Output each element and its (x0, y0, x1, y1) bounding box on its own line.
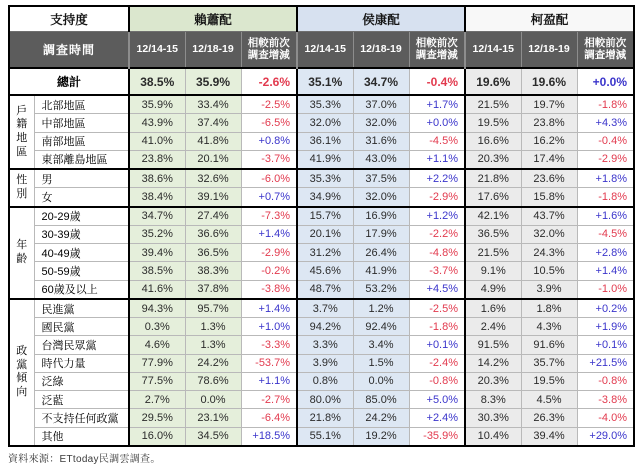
value-cell: 37.0% (353, 95, 409, 114)
delta-cell: +18.5% (241, 427, 297, 446)
value-cell: 37.4% (185, 114, 241, 132)
value-cell: 20.3% (465, 372, 521, 390)
value-cell: 16.9% (353, 207, 409, 226)
table-row (9, 409, 634, 427)
value-cell: 16.2% (521, 132, 577, 150)
value-cell: 35.2% (129, 225, 185, 243)
delta-cell: +1.7% (409, 95, 465, 114)
delta-cell: -4.8% (409, 244, 465, 262)
delta-cell: +1.1% (409, 150, 465, 169)
row-label: 中部地區 (34, 114, 129, 132)
value-cell: 36.5% (465, 225, 521, 243)
value-cell: 1.3% (185, 336, 241, 354)
value-cell: 21.8% (465, 169, 521, 188)
table-row (9, 318, 634, 336)
delta-cell: -1.8% (409, 318, 465, 336)
value-cell: 34.5% (185, 427, 241, 446)
delta-cell: +2.8% (577, 244, 634, 262)
row-label: 民進黨 (34, 299, 129, 318)
delta-col-header: 相較前次調查增減 (241, 31, 297, 68)
value-cell: 41.8% (185, 132, 241, 150)
value-cell: 14.2% (465, 354, 521, 372)
delta-cell: +1.1% (241, 372, 297, 390)
delta-cell: +4.3% (577, 114, 634, 132)
value-cell: 20.1% (297, 225, 353, 243)
delta-cell: +2.2% (409, 169, 465, 188)
value-cell: 19.2% (353, 427, 409, 446)
value-cell: 92.4% (353, 318, 409, 336)
table-row (9, 391, 634, 409)
table-row (9, 244, 634, 262)
value-cell: 17.4% (521, 150, 577, 169)
row-label: 泛綠 (34, 372, 129, 390)
value-cell: 27.4% (185, 207, 241, 226)
delta-cell: -1.8% (577, 95, 634, 114)
value-cell: 38.5% (129, 68, 185, 95)
delta-cell: -6.4% (241, 409, 297, 427)
value-cell: 32.0% (521, 225, 577, 243)
value-cell: 32.0% (297, 114, 353, 132)
value-cell: 3.3% (297, 336, 353, 354)
value-cell: 24.2% (353, 409, 409, 427)
value-cell: 35.1% (297, 68, 353, 95)
value-cell: 91.6% (521, 336, 577, 354)
value-cell: 43.9% (129, 114, 185, 132)
value-cell: 21.5% (465, 95, 521, 114)
value-cell: 36.5% (185, 244, 241, 262)
value-cell: 32.6% (185, 169, 241, 188)
value-cell: 39.1% (185, 188, 241, 207)
row-label: 20-29歲 (34, 207, 129, 226)
delta-cell: -0.8% (577, 372, 634, 390)
value-cell: 17.9% (353, 225, 409, 243)
value-cell: 77.5% (129, 372, 185, 390)
delta-cell: -2.6% (241, 68, 297, 95)
value-cell: 21.5% (465, 244, 521, 262)
value-cell: 38.5% (129, 262, 185, 280)
group-label-gender: 性別 (9, 169, 34, 207)
delta-cell: -6.5% (241, 114, 297, 132)
value-cell: 43.7% (521, 207, 577, 226)
delta-cell: +1.4% (577, 262, 634, 280)
row-label: 時代力量 (34, 354, 129, 372)
value-cell: 1.5% (353, 354, 409, 372)
group-label-age: 年齡 (9, 207, 34, 299)
value-cell: 32.0% (353, 114, 409, 132)
value-cell: 3.7% (297, 299, 353, 318)
value-cell: 29.5% (129, 409, 185, 427)
value-cell: 36.1% (297, 132, 353, 150)
support-rate-header: 支持度 (9, 6, 129, 31)
delta-cell: +1.6% (577, 207, 634, 226)
value-cell: 0.3% (129, 318, 185, 336)
value-cell: 1.2% (353, 299, 409, 318)
value-cell: 20.1% (185, 150, 241, 169)
value-cell: 16.6% (465, 132, 521, 150)
value-cell: 78.6% (185, 372, 241, 390)
table-row (9, 427, 634, 446)
delta-cell: +0.1% (577, 336, 634, 354)
value-cell: 19.6% (521, 68, 577, 95)
value-cell: 34.7% (353, 68, 409, 95)
row-label: 南部地區 (34, 132, 129, 150)
value-cell: 3.9% (521, 280, 577, 299)
row-label: 總計 (9, 68, 129, 95)
value-cell: 35.3% (297, 169, 353, 188)
delta-cell: +4.5% (409, 280, 465, 299)
value-cell: 0.0% (353, 372, 409, 390)
date-col-header: 12/14-15 (465, 31, 521, 68)
value-cell: 38.4% (129, 188, 185, 207)
delta-cell: -1.8% (577, 188, 634, 207)
value-cell: 45.6% (297, 262, 353, 280)
value-cell: 3.4% (353, 336, 409, 354)
delta-col-header: 相較前次調查增減 (577, 31, 634, 68)
row-label: 國民黨 (34, 318, 129, 336)
delta-cell: +0.8% (241, 132, 297, 150)
delta-cell: +0.0% (409, 114, 465, 132)
row-label: 其他 (34, 427, 129, 446)
delta-cell: -2.4% (409, 354, 465, 372)
value-cell: 35.7% (521, 354, 577, 372)
delta-cell: -2.9% (241, 244, 297, 262)
value-cell: 10.5% (521, 262, 577, 280)
value-cell: 4.6% (129, 336, 185, 354)
value-cell: 3.9% (297, 354, 353, 372)
table-row (9, 354, 634, 372)
delta-cell: +21.5% (577, 354, 634, 372)
value-cell: 1.8% (521, 299, 577, 318)
table-row (9, 299, 634, 318)
delta-cell: -6.0% (241, 169, 297, 188)
delta-cell: -1.0% (577, 280, 634, 299)
delta-cell: -2.9% (409, 188, 465, 207)
table-row (9, 207, 634, 226)
value-cell: 95.7% (185, 299, 241, 318)
value-cell: 21.8% (297, 409, 353, 427)
row-label: 女 (34, 188, 129, 207)
delta-col-header: 相較前次調查增減 (409, 31, 465, 68)
delta-cell: -3.8% (241, 280, 297, 299)
value-cell: 19.7% (521, 95, 577, 114)
value-cell: 4.9% (465, 280, 521, 299)
value-cell: 15.7% (297, 207, 353, 226)
value-cell: 85.0% (353, 391, 409, 409)
value-cell: 23.1% (185, 409, 241, 427)
value-cell: 39.4% (521, 427, 577, 446)
delta-cell: +2.4% (409, 409, 465, 427)
delta-cell: +1.4% (241, 225, 297, 243)
table-row (9, 262, 634, 280)
value-cell: 23.8% (129, 150, 185, 169)
delta-cell: +5.0% (409, 391, 465, 409)
value-cell: 19.5% (465, 114, 521, 132)
row-label: 30-39歲 (34, 225, 129, 243)
delta-cell: -2.9% (577, 150, 634, 169)
delta-cell: -7.3% (241, 207, 297, 226)
value-cell: 41.9% (353, 262, 409, 280)
value-cell: 24.3% (521, 244, 577, 262)
table-row (9, 280, 634, 299)
value-cell: 53.2% (353, 280, 409, 299)
delta-cell: +0.7% (241, 188, 297, 207)
value-cell: 8.3% (465, 391, 521, 409)
delta-cell: +29.0% (577, 427, 634, 446)
value-cell: 41.0% (129, 132, 185, 150)
row-label: 台灣民眾黨 (34, 336, 129, 354)
delta-cell: -2.2% (409, 225, 465, 243)
delta-cell: -53.7% (241, 354, 297, 372)
date-col-header: 12/18-19 (185, 31, 241, 68)
poll-table (8, 5, 635, 447)
value-cell: 35.9% (129, 95, 185, 114)
candidate-hou-kang-header: 侯康配 (297, 6, 465, 31)
delta-cell: +0.0% (577, 68, 634, 95)
row-label: 50-59歲 (34, 262, 129, 280)
table-row (9, 188, 634, 207)
value-cell: 35.3% (297, 95, 353, 114)
value-cell: 41.6% (129, 280, 185, 299)
row-label: 男 (34, 169, 129, 188)
row-label: 北部地區 (34, 95, 129, 114)
table-row (9, 95, 634, 114)
value-cell: 10.4% (465, 427, 521, 446)
candidate-lai-hsiao-header: 賴蕭配 (129, 6, 297, 31)
row-label: 東部離島地區 (34, 150, 129, 169)
value-cell: 37.5% (353, 169, 409, 188)
value-cell: 38.3% (185, 262, 241, 280)
value-cell: 34.7% (129, 207, 185, 226)
row-label: 不支持任何政黨 (34, 409, 129, 427)
value-cell: 42.1% (465, 207, 521, 226)
candidate-header-row (9, 6, 634, 31)
table-row (9, 150, 634, 169)
value-cell: 39.4% (129, 244, 185, 262)
value-cell: 24.2% (185, 354, 241, 372)
value-cell: 43.0% (353, 150, 409, 169)
value-cell: 33.4% (185, 95, 241, 114)
value-cell: 94.3% (129, 299, 185, 318)
survey-date-header-row (9, 31, 634, 68)
table-row (9, 132, 634, 150)
delta-cell: -3.7% (241, 150, 297, 169)
value-cell: 91.5% (465, 336, 521, 354)
table-row (9, 114, 634, 132)
delta-cell: -4.5% (577, 225, 634, 243)
value-cell: 94.2% (297, 318, 353, 336)
delta-cell: -0.8% (409, 372, 465, 390)
value-cell: 32.0% (353, 188, 409, 207)
delta-cell: -35.9% (409, 427, 465, 446)
delta-cell: -2.5% (241, 95, 297, 114)
value-cell: 16.0% (129, 427, 185, 446)
table-row (9, 225, 634, 243)
table-row (9, 169, 634, 188)
value-cell: 77.9% (129, 354, 185, 372)
value-cell: 30.3% (465, 409, 521, 427)
delta-cell: +1.4% (241, 299, 297, 318)
delta-cell: -0.2% (241, 262, 297, 280)
date-col-header: 12/18-19 (353, 31, 409, 68)
delta-cell: +1.9% (577, 318, 634, 336)
value-cell: 2.4% (465, 318, 521, 336)
delta-cell: -4.0% (577, 409, 634, 427)
data-source-note: 資料來源：ETtoday民調雲調查。 (8, 454, 161, 465)
value-cell: 55.1% (297, 427, 353, 446)
value-cell: 35.9% (185, 68, 241, 95)
delta-cell: +1.8% (577, 169, 634, 188)
value-cell: 41.9% (297, 150, 353, 169)
value-cell: 4.3% (521, 318, 577, 336)
table-row (9, 336, 634, 354)
value-cell: 37.8% (185, 280, 241, 299)
delta-cell: +0.1% (409, 336, 465, 354)
row-label: 40-49歲 (34, 244, 129, 262)
group-label-party: 政黨傾向 (9, 299, 34, 446)
value-cell: 17.6% (465, 188, 521, 207)
survey-time-header: 調查時間 (9, 31, 129, 68)
value-cell: 1.3% (185, 318, 241, 336)
value-cell: 0.8% (297, 372, 353, 390)
delta-cell: +1.0% (241, 318, 297, 336)
value-cell: 23.8% (521, 114, 577, 132)
date-col-header: 12/14-15 (129, 31, 185, 68)
value-cell: 19.6% (465, 68, 521, 95)
date-col-header: 12/18-19 (521, 31, 577, 68)
value-cell: 0.0% (185, 391, 241, 409)
delta-cell: -2.5% (409, 299, 465, 318)
value-cell: 4.5% (521, 391, 577, 409)
row-label: 泛藍 (34, 391, 129, 409)
total-row (9, 68, 634, 95)
delta-cell: +0.2% (577, 299, 634, 318)
value-cell: 15.8% (521, 188, 577, 207)
value-cell: 80.0% (297, 391, 353, 409)
value-cell: 9.1% (465, 262, 521, 280)
value-cell: 34.9% (297, 188, 353, 207)
delta-cell: -0.4% (409, 68, 465, 95)
value-cell: 31.6% (353, 132, 409, 150)
delta-cell: -3.3% (241, 336, 297, 354)
date-col-header: 12/14-15 (297, 31, 353, 68)
candidate-ko-ying-header: 柯盈配 (465, 6, 634, 31)
delta-cell: -4.5% (409, 132, 465, 150)
value-cell: 36.6% (185, 225, 241, 243)
row-label: 60歲及以上 (34, 280, 129, 299)
delta-cell: -0.4% (577, 132, 634, 150)
delta-cell: +1.2% (409, 207, 465, 226)
value-cell: 31.2% (297, 244, 353, 262)
value-cell: 48.7% (297, 280, 353, 299)
delta-cell: -3.7% (409, 262, 465, 280)
value-cell: 23.6% (521, 169, 577, 188)
value-cell: 20.3% (465, 150, 521, 169)
group-label-region: 戶籍地區 (9, 95, 34, 169)
value-cell: 1.6% (465, 299, 521, 318)
delta-cell: -2.7% (241, 391, 297, 409)
value-cell: 26.3% (521, 409, 577, 427)
value-cell: 19.5% (521, 372, 577, 390)
table-row (9, 372, 634, 390)
value-cell: 26.4% (353, 244, 409, 262)
value-cell: 2.7% (129, 391, 185, 409)
delta-cell: -3.8% (577, 391, 634, 409)
value-cell: 38.6% (129, 169, 185, 188)
